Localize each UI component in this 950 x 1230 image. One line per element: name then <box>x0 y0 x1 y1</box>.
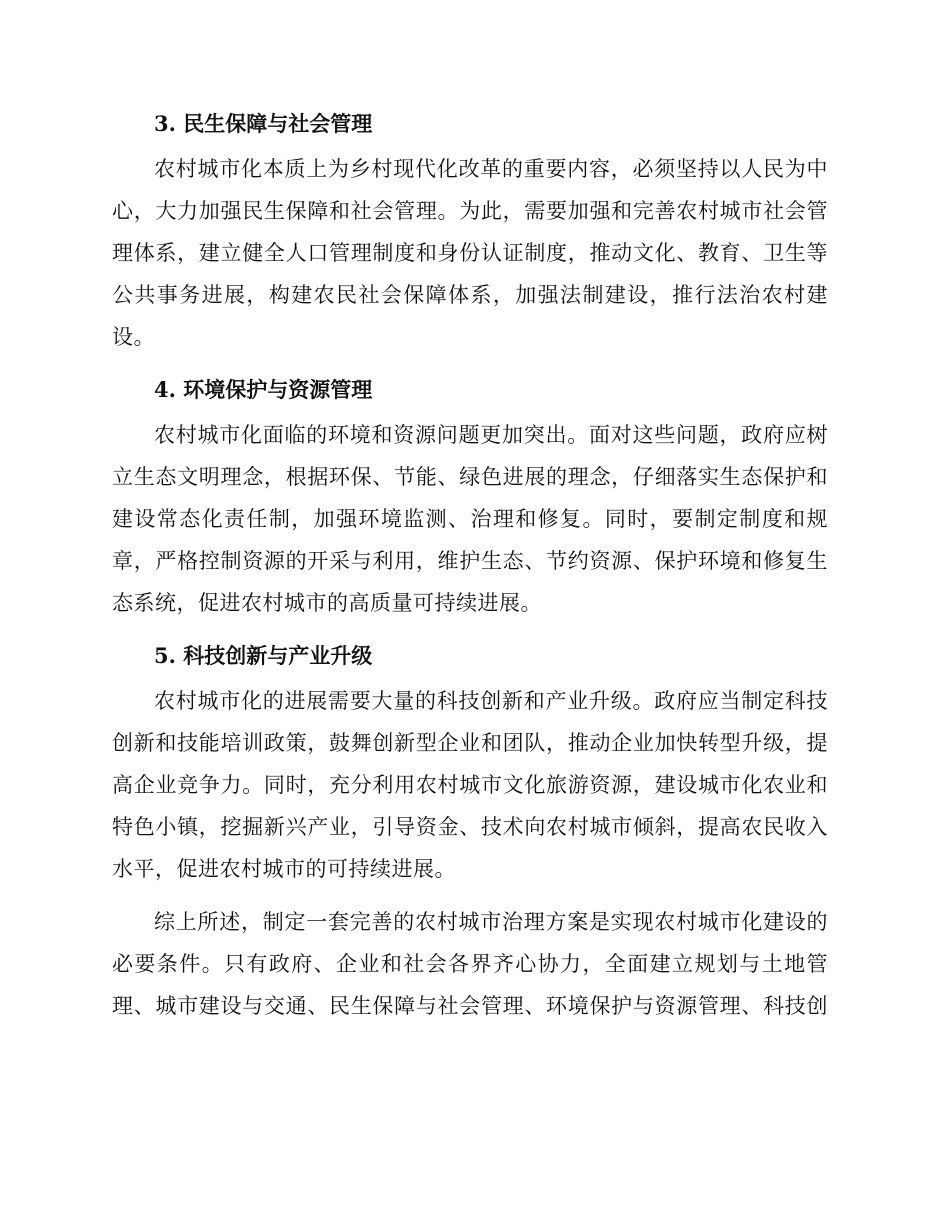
paragraph-line: 心，大力加强民生保障和社会管理。为此，需要加强和完善农村城市社会管 <box>112 199 828 223</box>
paragraph-line: 公共事务进展，构建农民社会保障体系，加强法制建设，推行法治农村建 <box>112 283 828 307</box>
paragraph-line: 态系统，促进农村城市的高质量可持续进展。 <box>112 591 542 615</box>
paragraph-line: 综上所述，制定一套完善的农村城市治理方案是实现农村城市化建设的 <box>154 910 828 934</box>
paragraph-line: 水平，促进农村城市的可持续进展。 <box>112 857 456 881</box>
paragraph-line: 高企业竞争力。同时，充分利用农村城市文化旅游资源，建设城市化农业和 <box>112 773 828 797</box>
section-paragraph-3 <box>112 148 828 358</box>
paragraph-line: 农村城市化本质上为乡村现代化改革的重要内容，必须坚持以人民为中 <box>154 157 828 181</box>
section-paragraph-4 <box>112 414 828 624</box>
paragraph-line: 农村城市化面临的环境和资源问题更加突出。面对这些问题，政府应树 <box>154 423 828 447</box>
paragraph-line: 特色小镇，挖掘新兴产业，引导资金、技术向农村城市倾斜，提高农民收入 <box>112 815 828 839</box>
paragraph-line: 必要条件。只有政府、企业和社会各界齐心协力，全面建立规划与土地管 <box>112 952 828 976</box>
paragraph-line: 立生态文明理念，根据环保、节能、绿色进展的理念，仔细落实生态保护和 <box>112 465 828 489</box>
paragraph-line: 创新和技能培训政策，鼓舞创新型企业和团队，推动企业加快转型升级，提 <box>112 731 828 755</box>
paragraph-line: 建设常态化责任制，加强环境监测、治理和修复。同时，要制定制度和规 <box>112 507 828 531</box>
paragraph-line: 农村城市化的进展需要大量的科技创新和产业升级。政府应当制定科技 <box>154 689 828 713</box>
section-heading-5: 5. 科技创新与产业升级 <box>154 643 373 668</box>
paragraph-line: 设。 <box>112 325 155 349</box>
document-page <box>112 103 828 1038</box>
section-heading-4: 4. 环境保护与资源管理 <box>154 377 373 402</box>
paragraph-line: 章，严格控制资源的开采与利用，维护生态、节约资源、保护环境和修复生 <box>112 549 828 573</box>
paragraph-line: 理体系，建立健全人口管理制度和身份认证制度，推动文化、教育、卫生等 <box>112 241 828 265</box>
section-paragraph-5 <box>112 680 828 890</box>
section-heading-3: 3. 民生保障与社会管理 <box>154 111 373 136</box>
conclusion-paragraph <box>112 901 828 1027</box>
paragraph-line: 理、城市建设与交通、民生保障与社会管理、环境保护与资源管理、科技创 <box>112 994 828 1018</box>
